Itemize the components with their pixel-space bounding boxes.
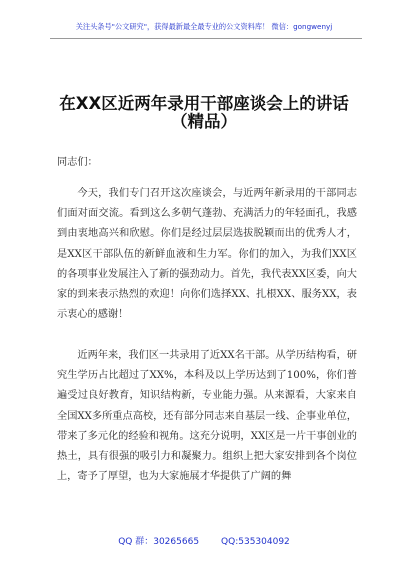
paragraph-block-1	[57, 184, 357, 325]
footer-qq-group: QQ 群：30265665	[118, 537, 200, 547]
document-title-line2: （精品）	[171, 112, 237, 131]
salutation: 同志们：	[57, 157, 98, 168]
document-title-line1: 在XX区近两年录用干部座谈会上的讲话	[59, 94, 349, 113]
paragraph-block-2	[57, 346, 357, 487]
footer-contacts	[0, 534, 408, 547]
footer-qq-number: QQ:535304092	[221, 537, 290, 547]
paragraph-1: 今天，我们专门召开这次座谈会，与近两年新录用的干部同志们面对面交流。看到这么多朝气蓬勃、充满活力的年轻面孔，我感到由衷地高兴和欣慰。你们是经过层层选拔脱颖而出的优秀人才，是XX区干部队伍的新鲜血液和生力军。你们的加入，为我们XX区的各项事业发展注入了新的强劲动力。首先，我代表XX区委，向大家的到来表示热烈的欢迎！向你们选择XX、扎根XX、服务XX，表示衷心的感谢！	[57, 188, 357, 321]
salutation-block	[57, 153, 357, 173]
paragraph-2: 近两年来，我们区一共录用了近XX名干部。从学历结构看，研究生学历占比超过了XX%，本科及以上学历达到了100%，你们普遍受过良好教育，知识结构新，专业能力强。从来源看，大家来自全国XX多所重点高校，还有部分同志来自基层一线、企事业单位，带来了多元化的经验和视角。这充分说明，XX区是一片干事创业的热土，具有很强的吸引力和凝聚力。组织上把大家安排到各个岗位上，寄予了厚望，也为大家施展才华提供了广阔的舞	[57, 350, 357, 483]
header-divider	[50, 38, 362, 39]
header-banner: 关注头条号"公文研究"，获得最新最全最专业的公文资料库！ 微信：gongwenyj	[75, 22, 333, 31]
